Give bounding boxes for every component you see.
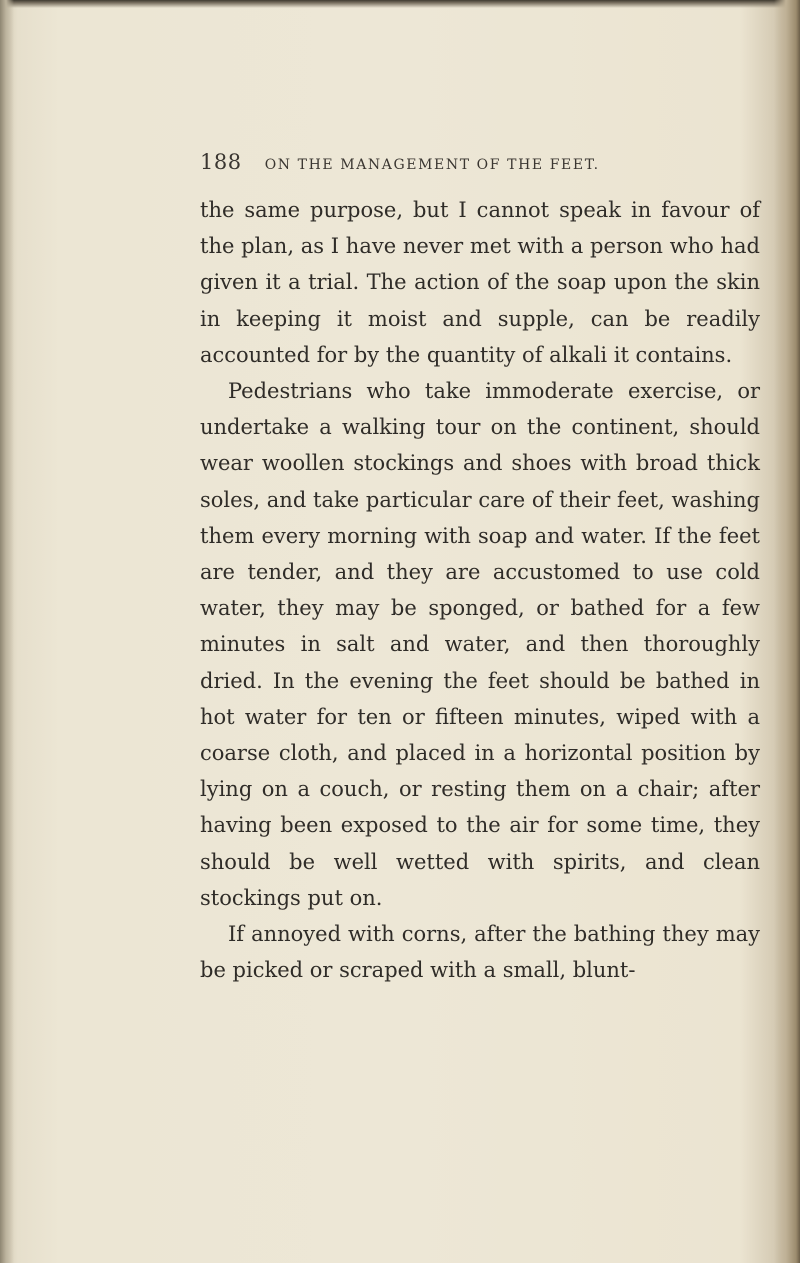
body-text [200,192,760,988]
paragraph-continuation: the same purpose, but I cannot speak in favour of the plan, as I have never met with a person who had given it a trial. The action of the soap upon the skin in keeping it moist and supple, can be readily accounted for by the quantity of alkali it contains. [200,198,760,367]
running-title: ON THE MANAGEMENT OF THE FEET. [264,157,600,173]
paragraph-pedestrians: Pedestrians who take immoderate exercise, or undertake a walking tour on the continent, should wear woollen stockings and shoes with broad thick soles, and take particular care of their feet, washing them every morning with soap and water. If the feet are tender, and they are accustomed to use cold water, they may be sponged, or bathed for a few minutes in salt and water, and then thoroughly dried. In the evening the feet should be bathed in hot water for ten or fifteen minutes, wiped with a coarse cloth, and placed in a horizontal position by lying on a couch, or resting them on a chair; after having been exposed to the air for some time, they should be well wetted with spirits, and clean stockings put on. [200,379,760,910]
page-number: 188 [200,150,242,174]
page-edge-right [774,0,800,1263]
paragraph-corns: If annoyed with corns, after the bathing they may be picked or scraped with a small, blunt- [200,922,760,983]
page-edge-left [0,0,14,1263]
running-head [200,150,760,180]
page-edge-top [0,0,800,8]
